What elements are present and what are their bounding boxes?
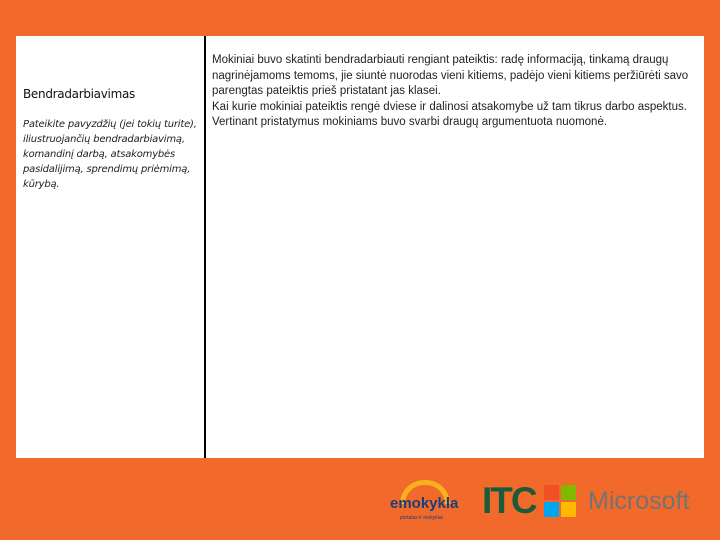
itc-logo: ITC [482,480,536,521]
emokykla-logo [388,478,464,524]
microsoft-grid-icon [544,485,577,518]
paragraph: Mokiniai buvo skatinti bendradarbiauti rengiant pateiktis: radę informaciją, tinkamą draugų nagrinėjamoms temoms, jie siuntė nuorodas vieni kitiems, padėjo vieni kitiems peržiūrėti savo parengtas pateiktis prieš pristatant jas klasei. [212,54,689,97]
left-column [16,36,206,458]
microsoft-grid-green [561,485,576,500]
right-column [212,53,692,131]
microsoft-grid-red [544,485,559,500]
emokykla-tagline: portalas ir mokyklai [400,515,443,521]
footer-logos [388,478,708,524]
emokykla-wordmark: emokykla [390,495,459,512]
slide-content [16,36,704,458]
paragraph: Vertinant pristatymus mokiniams buvo svarbi draugų argumentuota nuomonė. [212,116,608,128]
microsoft-grid-blue [544,502,559,517]
section-prompt: Pateikite pavyzdžių (jei tokių turite), iliustruojančių bendradarbiavimą, komandinį darbą, atsakomybės pasidalijimą, sprendimų priėmimą, kūrybą. [23,119,197,190]
section-title: Bendradarbiavimas [23,87,135,101]
paragraph: Kai kurie mokiniai pateiktis rengė dviese ir dalinosi atsakomybe už tam tikrus darbo aspektus. [212,100,687,113]
microsoft-wordmark: Microsoft [588,487,690,515]
microsoft-grid-yellow [561,502,576,517]
